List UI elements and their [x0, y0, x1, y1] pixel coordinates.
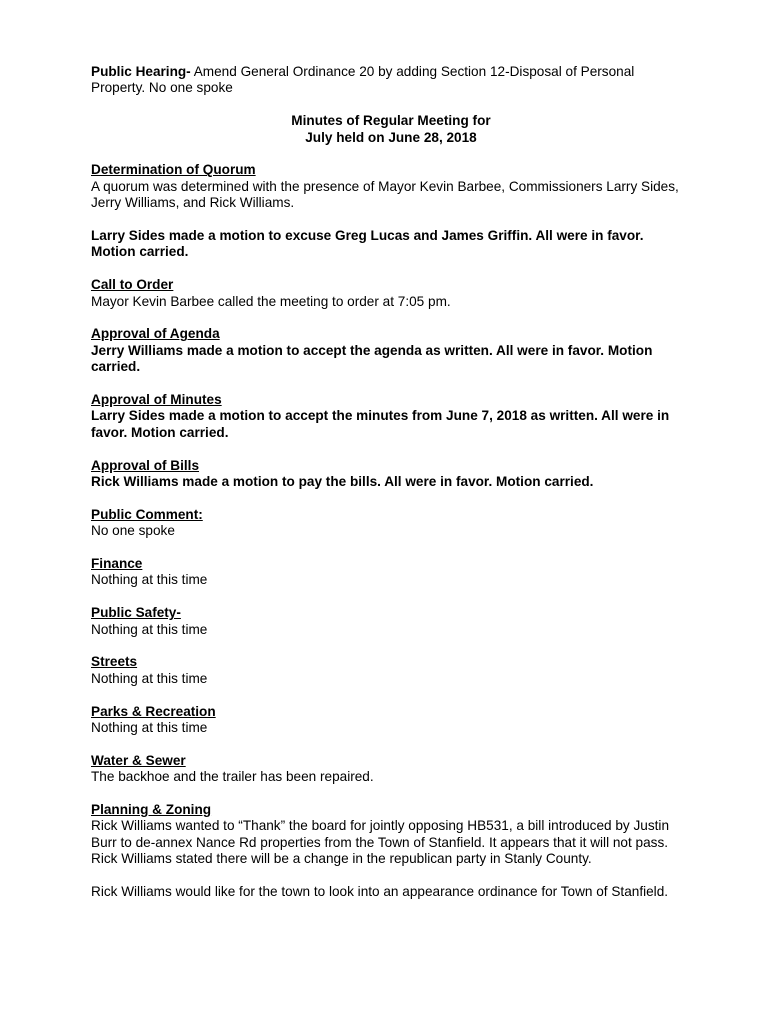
call-to-order-text: Mayor Kevin Barbee called the meeting to order at 7:05 pm. — [91, 293, 451, 309]
section-water-sewer — [91, 753, 691, 786]
planning-zoning-text: Rick Williams wanted to “Thank” the board for jointly opposing HB531, a bill introduced by Justin Burr to de-annex Nance Rd properties from the Town of Stanfield. It appears that it will not pass. Rick Williams stated there will be a change in the republican party in Stanly County. — [91, 818, 670, 867]
call-to-order-heading: Call to Order — [91, 277, 174, 293]
section-streets — [91, 654, 691, 687]
bills-text: Rick Williams made a motion to pay the bills. All were in favor. Motion carried. — [91, 474, 594, 490]
section-public-comment — [91, 507, 691, 540]
water-sewer-text: The backhoe and the trailer has been repaired. — [91, 769, 374, 785]
parks-heading: Parks & Recreation — [91, 703, 216, 719]
minutes-heading: Approval of Minutes — [91, 392, 222, 408]
document-title — [91, 113, 691, 146]
section-bills — [91, 458, 691, 491]
finance-heading: Finance — [91, 556, 143, 572]
finance-text: Nothing at this time — [91, 572, 208, 588]
section-public-safety — [91, 605, 691, 638]
quorum-motion: Larry Sides made a motion to excuse Greg Lucas and James Griffin. All were in favor. Motion carried. — [91, 228, 644, 260]
section-agenda — [91, 326, 691, 375]
quorum-heading: Determination of Quorum — [91, 162, 256, 178]
public-comment-heading: Public Comment: — [91, 506, 203, 522]
planning-zoning-text-2: Rick Williams would like for the town to look into an appearance ordinance for Town of Stanfield. — [91, 884, 669, 900]
bills-heading: Approval of Bills — [91, 457, 200, 473]
section-parks — [91, 704, 691, 737]
streets-text: Nothing at this time — [91, 670, 208, 686]
public-comment-text: No one spoke — [91, 523, 175, 539]
public-hearing-paragraph — [91, 64, 691, 97]
section-quorum — [91, 162, 691, 211]
agenda-text: Jerry Williams made a motion to accept the agenda as written. All were in favor. Motion carried. — [91, 342, 653, 375]
title-line-2: July held on June 28, 2018 — [305, 129, 477, 145]
streets-heading: Streets — [91, 654, 138, 670]
section-finance — [91, 556, 691, 589]
section-planning-zoning — [91, 802, 691, 868]
section-call-to-order — [91, 277, 691, 310]
quorum-text: A quorum was determined with the presence of Mayor Kevin Barbee, Commissioners Larry Sides, Jerry Williams, and Rick Williams. — [91, 178, 679, 211]
planning-zoning-heading: Planning & Zoning — [91, 802, 212, 818]
section-minutes — [91, 392, 691, 441]
public-safety-text: Nothing at this time — [91, 621, 208, 637]
minutes-text: Larry Sides made a motion to accept the minutes from June 7, 2018 as written. All were in favor. Motion carried. — [91, 408, 670, 440]
public-hearing-label: Public Hearing- — [91, 64, 191, 79]
minutes-document — [91, 64, 691, 900]
title-line-1: Minutes of Regular Meeting for — [291, 113, 491, 129]
public-safety-heading: Public Safety- — [91, 605, 181, 621]
agenda-heading: Approval of Agenda — [91, 326, 220, 342]
public-hearing-text: Amend General Ordinance 20 by adding Section 12-Disposal of Personal Property. No one spoke — [91, 64, 635, 96]
water-sewer-heading: Water & Sewer — [91, 752, 186, 768]
parks-text: Nothing at this time — [91, 720, 208, 736]
